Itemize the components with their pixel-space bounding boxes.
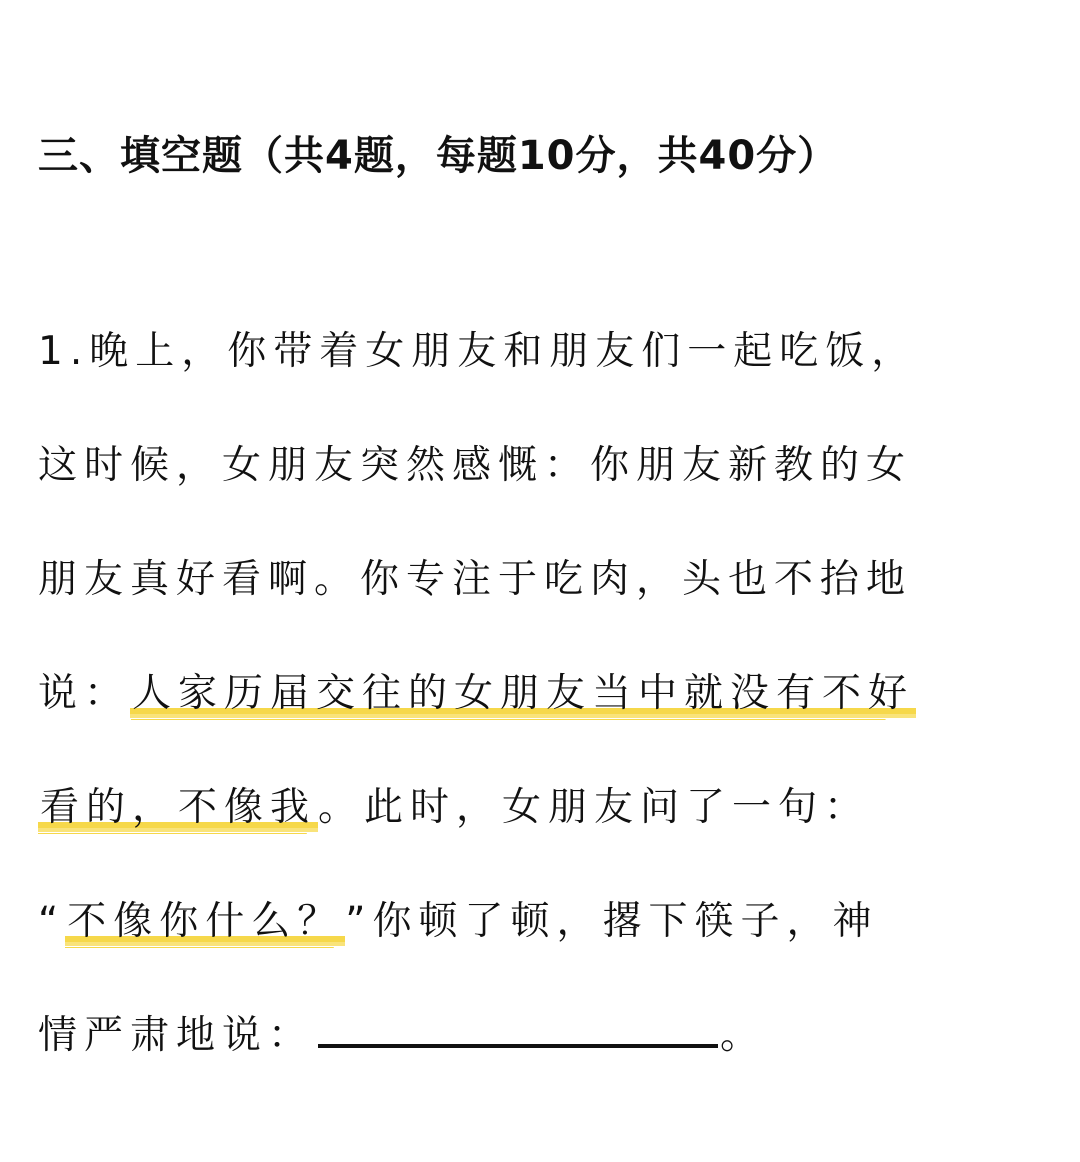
- question-line-4: [38, 658, 1038, 772]
- question-line-1: [38, 316, 1038, 430]
- question-line-3: [38, 544, 1038, 658]
- question-1: [38, 316, 1038, 1114]
- highlighted-text: 人家历届交往的女朋友当中就没有不好: [130, 671, 916, 720]
- question-text: ”你顿了顿，撂下筷子，神: [345, 899, 879, 944]
- highlighted-text: 看的，不像我: [38, 785, 318, 834]
- question-text: 说：: [38, 671, 131, 716]
- answer-blank[interactable]: [318, 1014, 718, 1048]
- highlighted-text: 不像你什么？: [65, 899, 345, 948]
- question-text: 。: [720, 1013, 767, 1058]
- question-text: 这时候，女朋友突然感慨：你朋友新教的女: [38, 443, 913, 488]
- question-text: 1.晚上，你带着女朋友和朋友们一起吃饭，: [38, 329, 918, 374]
- section-heading: 三、填空题（共4题，每题10分，共40分）: [38, 133, 839, 179]
- quote-mark: “: [38, 899, 66, 944]
- question-text: 情严肃地说：: [38, 1013, 315, 1058]
- question-text: 朋友真好看啊。你专注于吃肉，头也不抬地: [38, 557, 913, 602]
- question-line-7: [38, 1000, 1038, 1114]
- question-line-6: [38, 886, 1038, 1000]
- question-line-2: [38, 430, 1038, 544]
- question-line-5: [38, 772, 1038, 886]
- question-text: 。此时，女朋友问了一句：: [318, 785, 871, 830]
